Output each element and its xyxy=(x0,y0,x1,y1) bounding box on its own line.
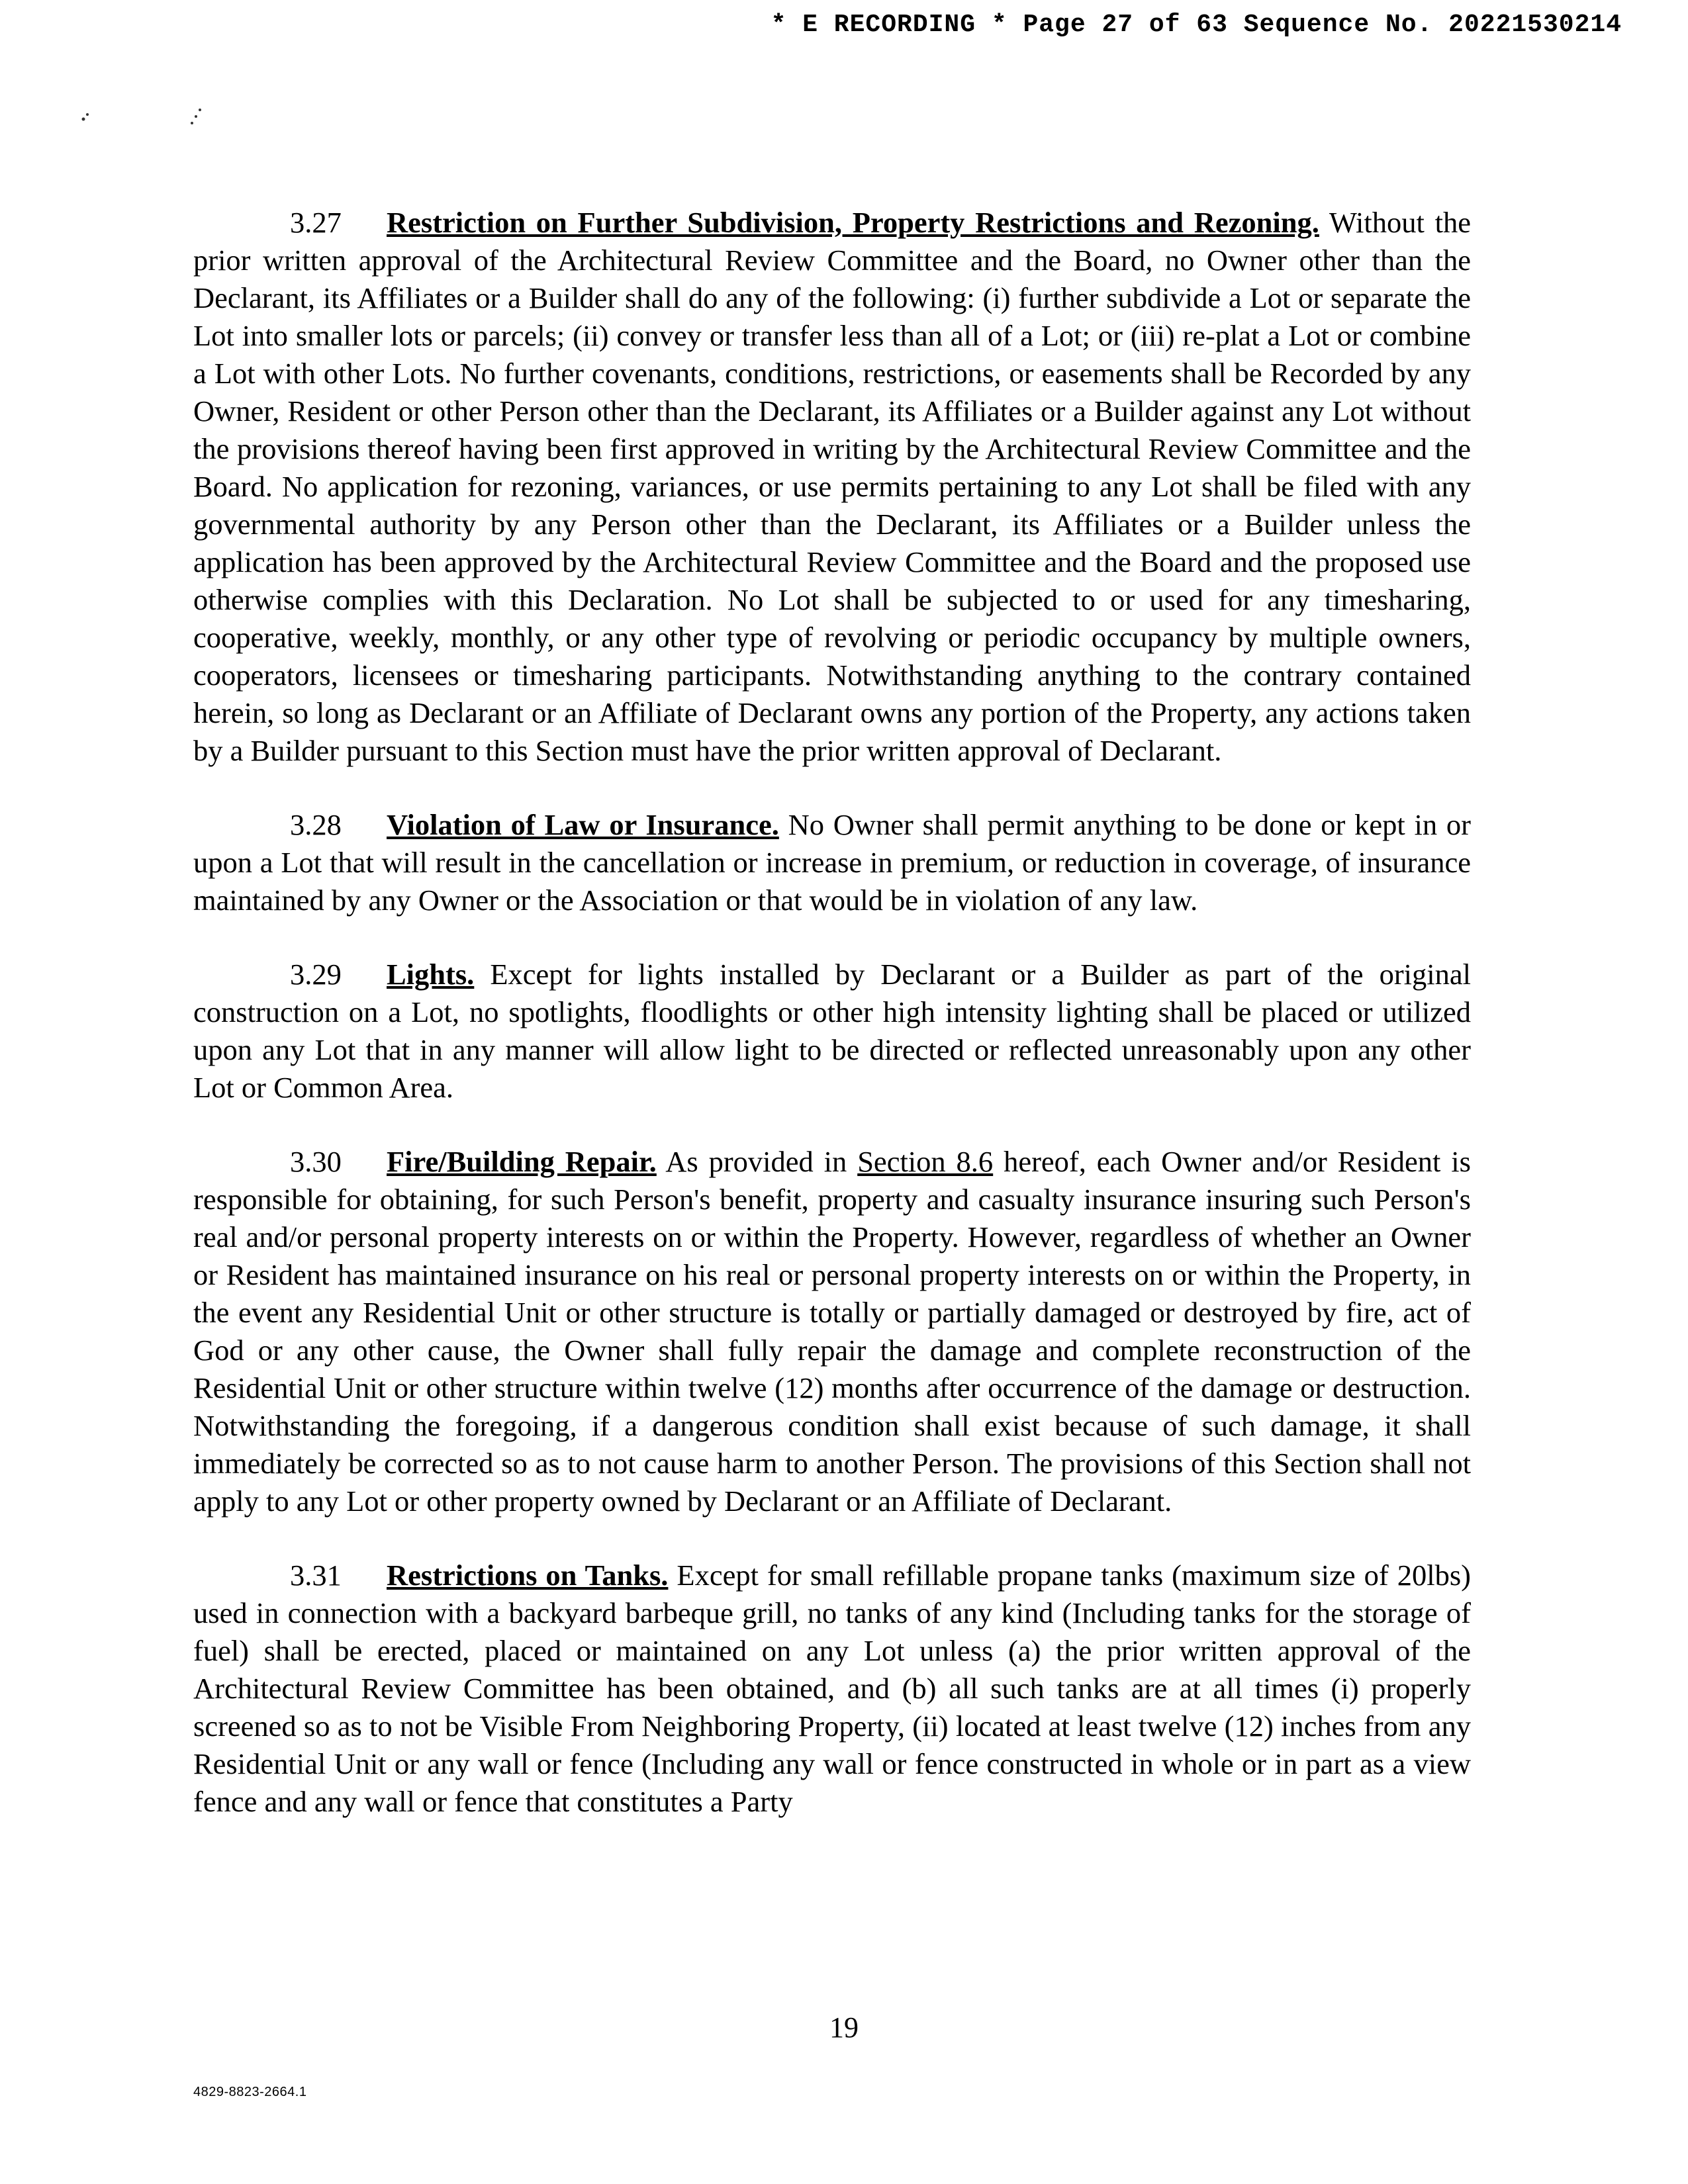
section-title: Fire/Building Repair. xyxy=(387,1145,657,1178)
section-text: No Owner shall permit anything to be done or kept in or upon a Lot that will result in the cancellation or increase in premium, or reduction in coverage, of insurance maintained by any Owner or the Association or that would be in violation of any law. xyxy=(193,808,1471,917)
page-number: 19 xyxy=(829,2011,859,2044)
speck-dot xyxy=(195,115,197,118)
section-3-28 xyxy=(193,806,1471,919)
section-number: 3.31 xyxy=(290,1559,342,1592)
document-id: 4829-8823-2664.1 xyxy=(193,2085,307,2099)
section-title: Restriction on Further Subdivision, Property Restrictions and Rezoning. xyxy=(387,206,1319,239)
section-number: 3.28 xyxy=(290,808,342,841)
speck-dot xyxy=(191,122,193,124)
document-body xyxy=(193,204,1471,1857)
speck-dot xyxy=(82,118,85,121)
speck-dot xyxy=(86,113,89,116)
section-title: Restrictions on Tanks. xyxy=(387,1559,669,1592)
speck-dot xyxy=(199,109,201,111)
section-3-29 xyxy=(193,956,1471,1107)
section-3-31 xyxy=(193,1557,1471,1821)
section-number: 3.27 xyxy=(290,206,342,239)
section-3-30 xyxy=(193,1143,1471,1520)
section-cross-reference: Section 8.6 xyxy=(857,1145,994,1178)
scan-specks xyxy=(79,93,225,132)
section-number: 3.30 xyxy=(290,1145,342,1178)
recording-header-stamp: * E RECORDING * Page 27 of 63 Sequence No. 20221530214 xyxy=(771,11,1622,39)
section-number: 3.29 xyxy=(290,958,342,991)
section-3-27 xyxy=(193,204,1471,770)
section-text: Except for lights installed by Declarant or a Builder as part of the original construction on a Lot, no spotlights, floodlights or other high intensity lighting shall be placed or utilized upon any Lot that in any manner will allow light to be directed or reflected unreasonably upon any other Lot or Common Area. xyxy=(193,958,1472,1104)
section-title: Violation of Law or Insurance. xyxy=(387,808,779,841)
section-text-after: hereof, each Owner and/or Resident is responsible for obtaining, for such Person's benefit, property and casualty insurance insuring such Person's real and/or personal property interests on or within the Property. However, regardless of whether an Owner or Resident has maintained insurance on his real or personal property interests on or within the Property, in the event any Residential Unit or other structure is totally or partially damaged or destroyed by fire, act of God or any other cause, the Owner shall fully repair the damage and complete reconstruction of the Residential Unit or other structure within twelve (12) months after occurrence of the damage or destruction. Notwithstanding the foregoing, if a dangerous condition shall exist because of such damage, it shall immediately be corrected so as to not cause harm to another Person. The provisions of this Section shall not apply to any Lot or other property owned by Declarant or an Affiliate of Declarant. xyxy=(193,1145,1471,1518)
section-title: Lights. xyxy=(387,958,475,991)
section-text: Without the prior written approval of the Architectural Review Committee and the Board, no Owner other than the Declarant, its Affiliates or a Builder shall do any of the following: (i) further subdivide a Lot or separate the Lot into smaller lots or parcels; (ii) convey or transfer less than all of a Lot; or (iii) re-plat a Lot or combine a Lot with other Lots. No further covenants, conditions, restrictions, or easements shall be Recorded by any Owner, Resident or other Person other than the Declarant, its Affiliates or a Builder against any Lot without the provisions thereof having been first approved in writing by the Architectural Review Committee and the Board. No application for rezoning, variances, or use permits pertaining to any Lot shall be filed with any governmental authority by any Person other than the Declarant, its Affiliates or a Builder unless the application has been approved by the Architectural Review Committee and the Board and the proposed use otherwise complies with this Declaration. No Lot shall be subjected to or used for any timesharing, cooperative, weekly, monthly, or any other type of revolving or periodic occupancy by multiple owners, cooperators, licensees or timesharing participants. Notwithstanding anything to the contrary contained herein, so long as Declarant or an Affiliate of Declarant owns any portion of the Property, any actions taken by a Builder pursuant to this Section must have the prior written approval of Declarant. xyxy=(193,206,1471,767)
section-text: Except for small refillable propane tanks (maximum size of 20lbs) used in connection with a backyard barbeque grill, no tanks of any kind (Including tanks for the storage of fuel) shall be erected, placed or maintained on any Lot unless (a) the prior written approval of the Architectural Review Committee has been obtained, and (b) all such tanks are at all times (i) properly screened so as to not be Visible From Neighboring Property, (ii) located at least twelve (12) inches from any Residential Unit or any wall or fence (Including any wall or fence constructed in whole or in part as a view fence and any wall or fence that constitutes a Party xyxy=(193,1559,1471,1818)
section-text-before: As provided in xyxy=(665,1145,847,1178)
